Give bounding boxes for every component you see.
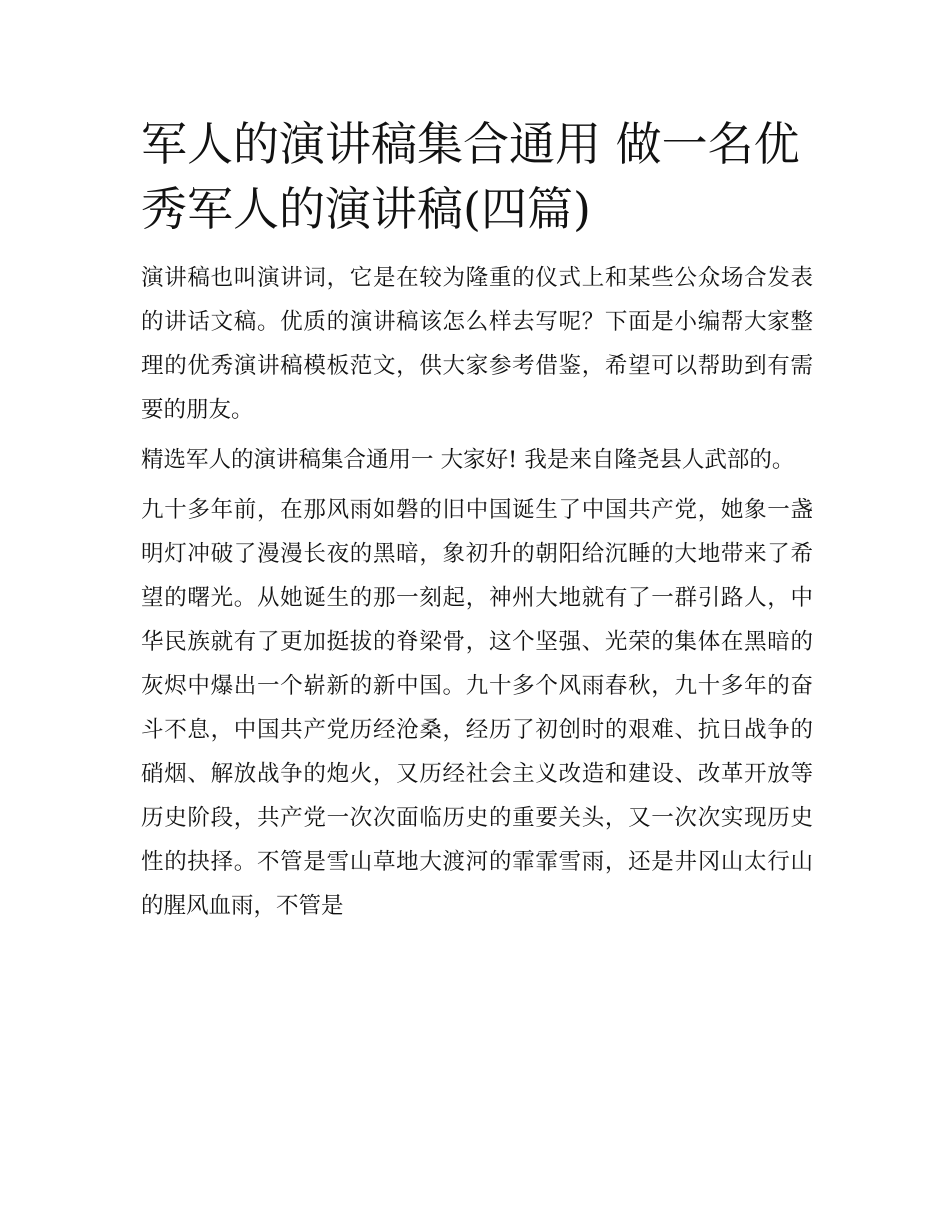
document-page: [141, 112, 813, 928]
document-title: 军人的演讲稿集合通用 做一名优秀军人的演讲稿(四篇): [141, 117, 800, 236]
paragraph-intro: 演讲稿也叫演讲词，它是在较为隆重的仪式上和某些公众场合发表的讲话文稿。优质的演讲稿该怎么样去写呢？下面是小编帮大家整理的优秀演讲稿模板范文，供大家参考借鉴，希望可以帮助到有需要的朋友。: [141, 265, 813, 423]
paragraph-greeting: 精选军人的演讲稿集合通用一 大家好! 我是来自隆尧县人武部的。: [141, 447, 795, 473]
paragraph-body: 九十多年前，在那风雨如磐的旧中国诞生了中国共产党，她象一盏明灯冲破了漫漫长夜的黑暗，象初升的朝阳给沉睡的大地带来了希望的曙光。从她诞生的那一刻起，神州大地就有了一群引路人，中华民族就有了更加挺拔的脊梁骨，这个坚强、光荣的集体在黑暗的灰烬中爆出一个崭新的新中国。九十多个风雨春秋，九十多年的奋斗不息，中国共产党历经沧桑，经历了初创时的艰难、抗日战争的硝烟、解放战争的炮火，又历经社会主义改造和建设、改革开放等历史阶段，共产党一次次面临历史的重要关头，又一次次实现历史性的抉择。不管是雪山草地大渡河的霏霏雪雨，还是井冈山太行山的腥风血雨，不管是: [141, 497, 813, 919]
